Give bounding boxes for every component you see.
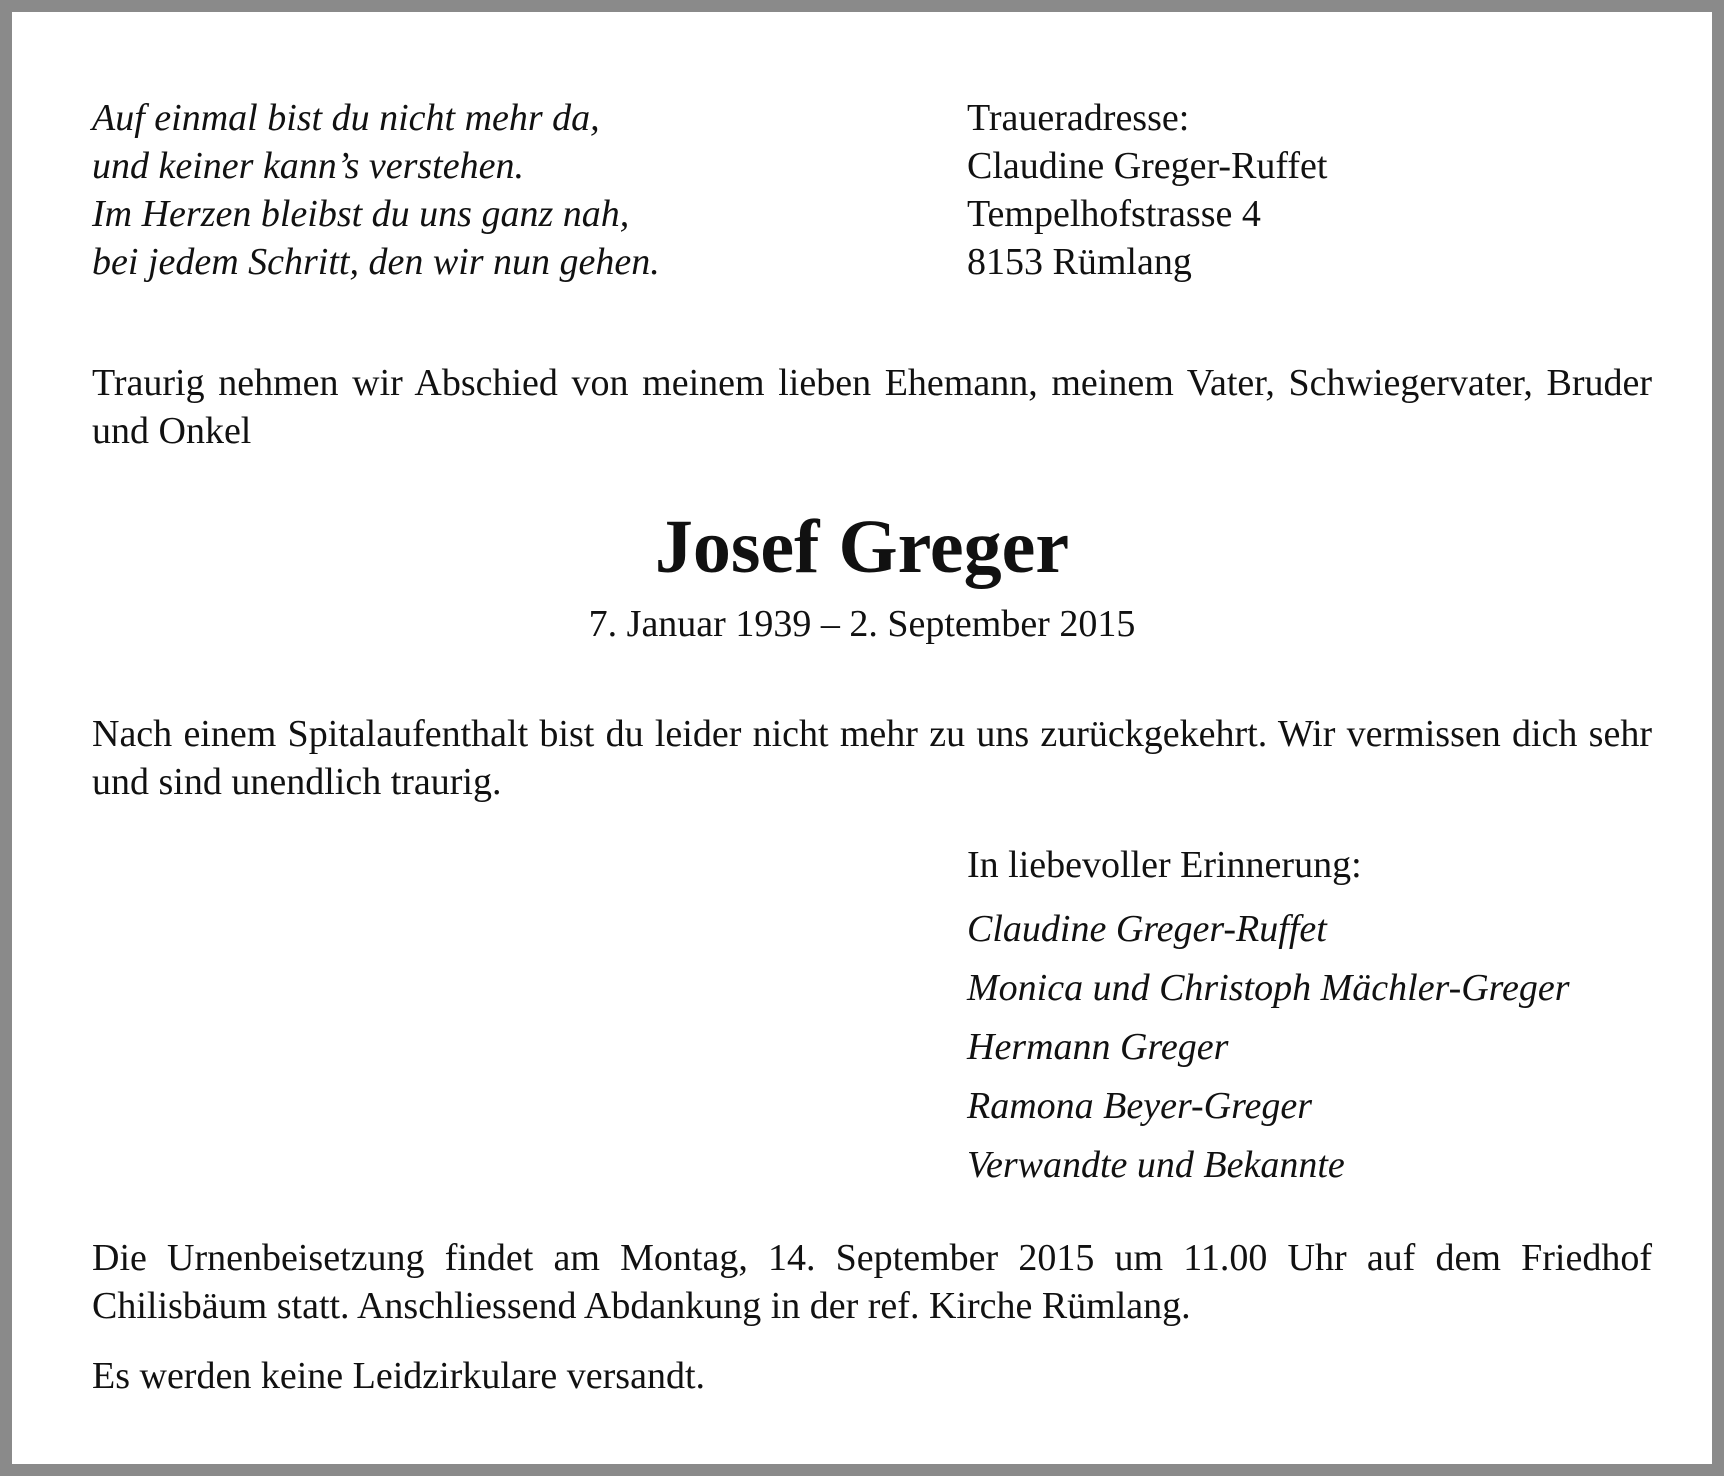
- mourner-name: Verwandte und Bekannte: [967, 1144, 1345, 1186]
- poem-line: und keiner kann’s verstehen.: [92, 145, 524, 187]
- memory-heading: In liebevoller Erinnerung:: [967, 844, 1362, 886]
- circulars-note: Es werden keine Leidzirkulare versandt.: [92, 1355, 706, 1397]
- address-name: Claudine Greger-Ruffet: [967, 145, 1328, 187]
- address-city: 8153 Rümlang: [967, 241, 1192, 283]
- mourner-name: Ramona Beyer-Greger: [967, 1085, 1312, 1127]
- poem-line: Im Herzen bleibst du uns ganz nah,: [92, 193, 630, 235]
- intro-text: Traurig nehmen wir Abschied von meinem lieben Ehemann, meinem Vater, Schwiegervater, Bruder und Onkel: [92, 362, 1652, 452]
- funeral-info: Die Urnenbeisetzung findet am Montag, 14. September 2015 um 11.00 Uhr auf dem Friedhof Chilisbäum statt. Anschliessend Abdankung in der ref. Kirche Rümlang.: [92, 1237, 1652, 1327]
- address-label: Traueradresse:: [967, 97, 1190, 139]
- mourners-list: [967, 905, 1570, 1200]
- life-dates: 7. Januar 1939 – 2. September 2015: [588, 603, 1136, 645]
- obituary-page: [12, 12, 1712, 1464]
- mourner-name: Claudine Greger-Ruffet: [967, 908, 1327, 950]
- address-street: Tempelhofstrasse 4: [967, 193, 1261, 235]
- poem: [92, 94, 660, 286]
- mourner-name: Hermann Greger: [967, 1026, 1229, 1068]
- mourner-name: Monica und Christoph Mächler-Greger: [967, 967, 1570, 1009]
- poem-line: bei jedem Schritt, den wir nun gehen.: [92, 241, 660, 283]
- farewell-message: Nach einem Spitalaufenthalt bist du leider nicht mehr zu uns zurückgekehrt. Wir vermissen dich sehr und sind unendlich traurig.: [92, 713, 1652, 803]
- mourning-address: [967, 94, 1327, 286]
- poem-line: Auf einmal bist du nicht mehr da,: [92, 97, 600, 139]
- deceased-name: Josef Greger: [654, 505, 1070, 589]
